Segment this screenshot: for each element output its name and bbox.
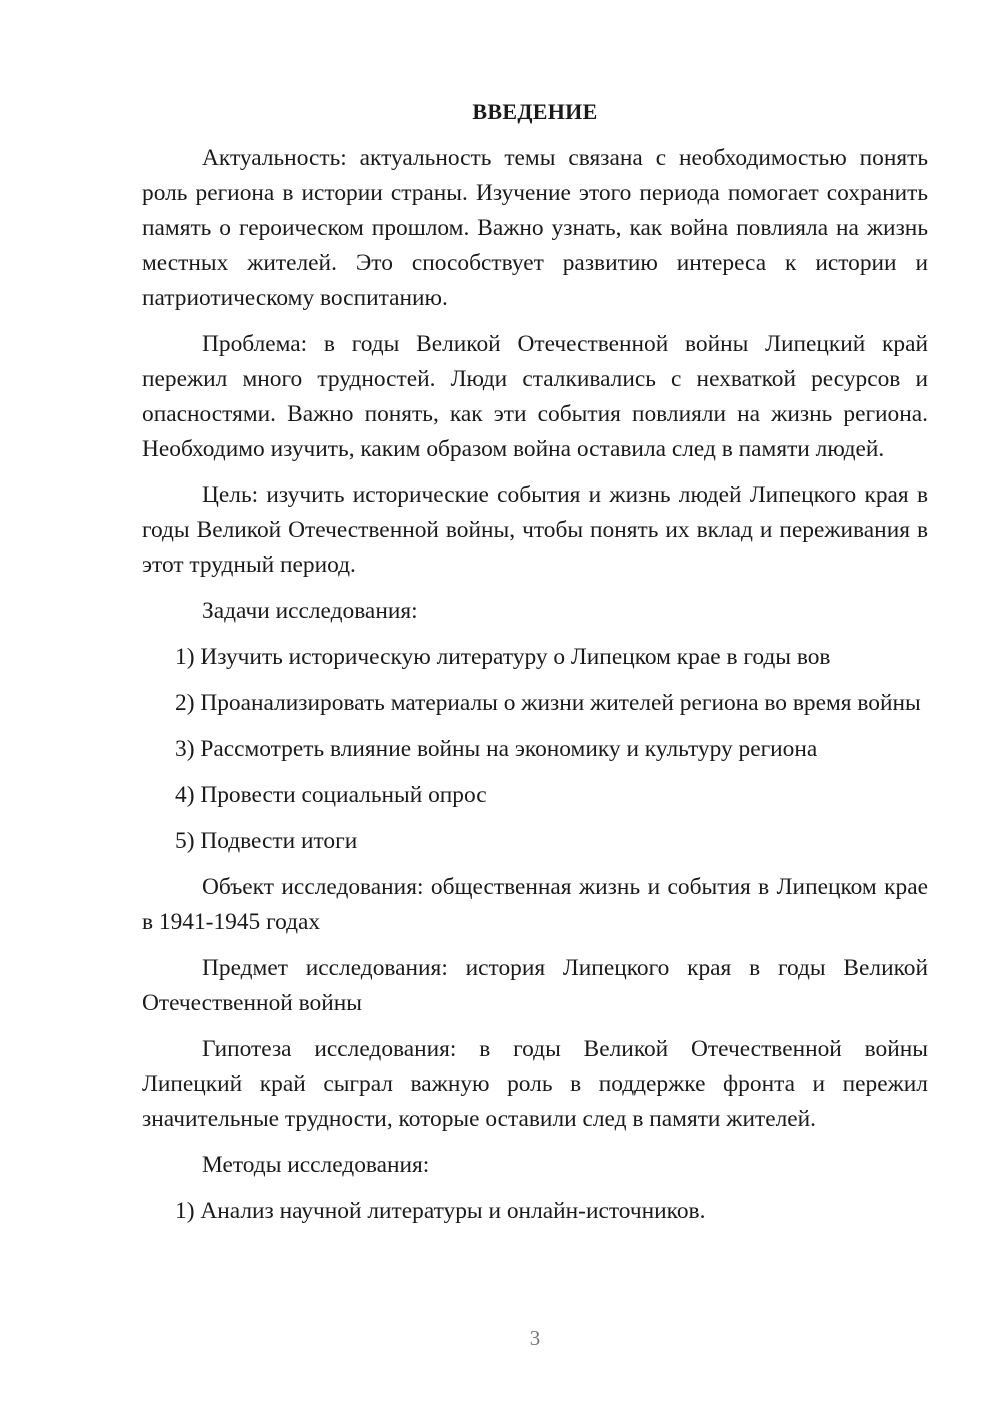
methods-heading: Методы исследования:: [202, 1152, 430, 1178]
relevance-paragraph: Актуальность: актуальность темы связана с необходимостью понять роль региона в истории страны. Изучение этого периода помогает сохранить память о героическом прошлом. Важно узнать, как война повлияла на жизнь местных жителей. Это способствует развитию интереса к истории и патриотическому воспитанию.: [142, 145, 928, 311]
goal-paragraph: Цель: изучить исторические события и жизнь людей Липецкого края в годы Великой Отечественной войны, чтобы понять их вклад и переживания в этот трудный период.: [142, 482, 928, 578]
subject-paragraph: Предмет исследования: история Липецкого края в годы Великой Отечественной войны: [142, 955, 928, 1016]
hypothesis-paragraph: Гипотеза исследования: в годы Великой Отечественной войны Липецкий край сыграл важную роль в поддержке фронта и пережил значительные трудности, которые оставили след в памяти жителей.: [142, 1036, 928, 1132]
page-number: 3: [529, 1326, 541, 1350]
problem-paragraph: Проблема: в годы Великой Отечественной войны Липецкий край пережил много трудностей. Люди сталкивались с нехваткой ресурсов и опасностями. Важно понять, как эти события повлияли на жизнь региона. Необходимо изучить, каким образом война оставила след в памяти людей.: [142, 331, 928, 462]
task-item: 3) Рассмотреть влияние войны на экономику и культуру региона: [175, 736, 818, 762]
object-paragraph: Объект исследования: общественная жизнь и события в Липецком крае в 1941-1945 годах: [142, 874, 928, 935]
task-item: 4) Провести социальный опрос: [175, 782, 487, 808]
section-title: ВВЕДЕНИЕ: [472, 99, 598, 124]
task-item: 5) Подвести итоги: [175, 828, 358, 854]
tasks-heading: Задачи исследования:: [202, 598, 418, 624]
task-item: 1) Изучить историческую литературу о Липецком крае в годы вов: [175, 644, 831, 670]
task-item: 2) Проанализировать материалы о жизни жителей региона во время войны: [175, 690, 921, 716]
page-body: [142, 94, 928, 1240]
method-item: 1) Анализ научной литературы и онлайн-источников.: [175, 1198, 706, 1224]
